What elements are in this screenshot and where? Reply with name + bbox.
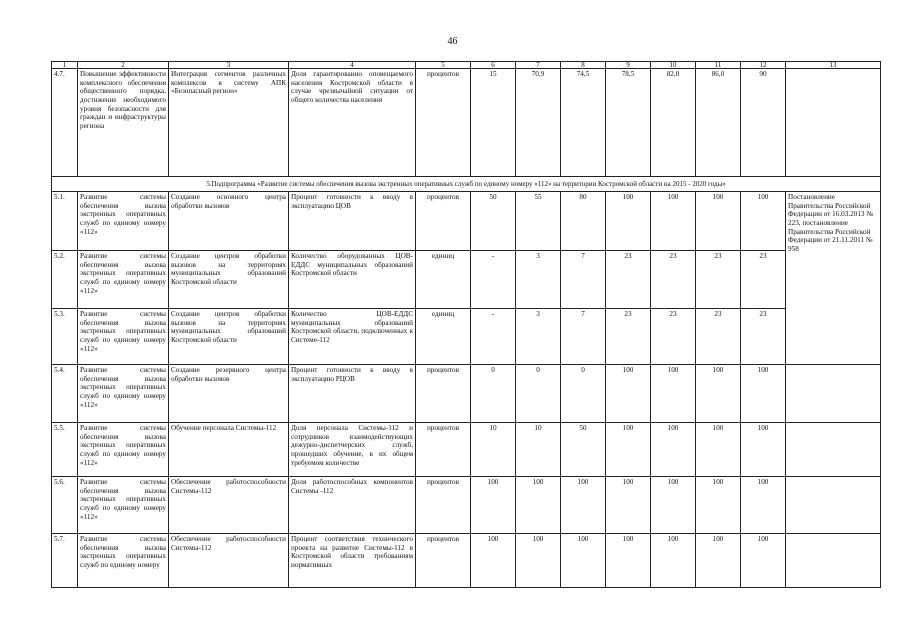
table-row: [52, 309, 881, 365]
value-cell: 100: [606, 365, 651, 423]
activity-cell: Создание центров обработки вызовов на территориях муниципальных образований Костромской области: [169, 309, 289, 365]
task-cell: Развитие системы обеспечения вызова экстренных оперативных служб по единому номеру «112»: [78, 365, 169, 423]
table-row: [52, 69, 881, 177]
row-number: 5.2.: [52, 251, 78, 309]
value-cell: 10: [471, 423, 516, 477]
subprogram-title: 5.Подпрограмма «Развитие системы обеспечения вызова экстренных оперативных служб по единому номеру «112» на территории Костромской области на 2015 - 2020 годы»: [52, 177, 881, 192]
value-cell: 100: [741, 192, 786, 251]
value-cell: 3: [516, 309, 561, 365]
value-cell: 0: [516, 365, 561, 423]
header-cell: 5: [416, 62, 471, 69]
value-cell: 100: [606, 534, 651, 588]
indicator-cell: Доля работоспособных компонентов Системы -112: [289, 477, 416, 534]
header-cell: 11: [696, 62, 741, 69]
header-cell: 3: [169, 62, 289, 69]
unit-cell: процентов: [416, 423, 471, 477]
basis-cell: [786, 365, 881, 423]
row-number: 4.7.: [52, 69, 78, 177]
value-cell: 55: [516, 192, 561, 251]
value-cell: 70,9: [516, 69, 561, 177]
value-cell: 100: [606, 192, 651, 251]
task-cell: Развитие системы обеспечения вызова экстренных оперативных служб по единому номеру «112»: [78, 423, 169, 477]
header-cell: 2: [78, 62, 169, 69]
indicator-cell: Доля персонала Системы-112 и сотрудников взаимодействующих дежурно-диспетчерских служб, прошедших обучение, в их общем требуемом количестве: [289, 423, 416, 477]
activity-cell: Обеспечение работоспособности Системы-112: [169, 534, 289, 588]
header-cell: 9: [606, 62, 651, 69]
value-cell: 100: [561, 477, 606, 534]
indicator-cell: Количество оборудованных ЦОВ-ЕДДС муниципальных образований Костромской области: [289, 251, 416, 309]
basis-cell: [786, 534, 881, 588]
value-cell: 50: [561, 423, 606, 477]
value-cell: 100: [651, 365, 696, 423]
value-cell: 100: [696, 192, 741, 251]
header-cell: 4: [289, 62, 416, 69]
value-cell: 80: [561, 192, 606, 251]
value-cell: 23: [741, 309, 786, 365]
value-cell: 100: [696, 477, 741, 534]
value-cell: 23: [651, 309, 696, 365]
unit-cell: процентов: [416, 534, 471, 588]
basis-cell: [786, 423, 881, 477]
value-cell: 100: [696, 534, 741, 588]
value-cell: 100: [651, 477, 696, 534]
activity-cell: Создание центров обработки вызовов на территориях муниципальных образований Костромской области: [169, 251, 289, 309]
value-cell: -: [471, 309, 516, 365]
value-cell: 100: [651, 423, 696, 477]
basis-cell: [786, 69, 881, 177]
row-number: 5.7.: [52, 534, 78, 588]
table-row: [52, 423, 881, 477]
value-cell: 100: [471, 477, 516, 534]
value-cell: 82,0: [651, 69, 696, 177]
indicator-cell: Доля гарантированно оповещаемого населения Костромской области в случае чрезвычайной ситуации от общего количества населения: [289, 69, 416, 177]
value-cell: 100: [606, 477, 651, 534]
header-cell: 1: [52, 62, 78, 69]
unit-cell: процентов: [416, 69, 471, 177]
value-cell: 7: [561, 251, 606, 309]
value-cell: 100: [651, 534, 696, 588]
table-row: [52, 477, 881, 534]
table-row: [52, 251, 881, 309]
value-cell: 10: [516, 423, 561, 477]
task-cell: Развитие системы обеспечения вызова экстренных оперативных служб по единому номеру «112»: [78, 477, 169, 534]
value-cell: 50: [471, 192, 516, 251]
value-cell: 23: [651, 251, 696, 309]
value-cell: 100: [471, 534, 516, 588]
basis-cell: [786, 477, 881, 534]
task-cell: Повышение эффективности комплексного обеспечения общественного порядка, достижение необходимого уровня безопасности для граждан и инфраструктуры региона: [78, 69, 169, 177]
row-number: 5.6.: [52, 477, 78, 534]
value-cell: 100: [696, 365, 741, 423]
indicator-table: [51, 61, 881, 588]
value-cell: 90: [741, 69, 786, 177]
table-row: [52, 365, 881, 423]
page-number: 46: [447, 36, 458, 47]
value-cell: 74,5: [561, 69, 606, 177]
value-cell: 100: [651, 192, 696, 251]
value-cell: 23: [696, 309, 741, 365]
value-cell: 23: [606, 251, 651, 309]
value-cell: 100: [741, 365, 786, 423]
header-cell: 10: [651, 62, 696, 69]
column-numbers-row: [52, 62, 881, 69]
basis-cell: Постановление Правительства Российской Федерации от 16.03.2013 № 223, постановление Правительства Российской Федерации от 21.11.2011 № 958: [786, 192, 881, 365]
value-cell: 100: [741, 534, 786, 588]
row-number: 5.5.: [52, 423, 78, 477]
indicator-cell: Процент готовности к вводу в эксплуатацию РЦОВ: [289, 365, 416, 423]
value-cell: 100: [606, 423, 651, 477]
activity-cell: Интеграция сегментов различных комплексов в систему АПК «Безопасный регион»: [169, 69, 289, 177]
table-row: [52, 192, 881, 251]
row-number: 5.3.: [52, 309, 78, 365]
value-cell: 23: [696, 251, 741, 309]
value-cell: 86,0: [696, 69, 741, 177]
value-cell: -: [471, 251, 516, 309]
header-cell: 8: [561, 62, 606, 69]
indicator-cell: Количество ЦОВ-ЕДДС муниципальных образований Костромской области, подключенных к Системе-112: [289, 309, 416, 365]
task-cell: Развитие системы обеспечения вызова экстренных оперативных служб по единому номеру «112»: [78, 309, 169, 365]
task-cell: Развитие системы обеспечения вызова экстренных оперативных служб по единому номеру: [78, 534, 169, 588]
value-cell: 100: [741, 423, 786, 477]
value-cell: 23: [606, 309, 651, 365]
activity-cell: Обеспечение работоспособности Системы-112: [169, 477, 289, 534]
subprogram-row: [52, 177, 881, 192]
unit-cell: единиц: [416, 251, 471, 309]
unit-cell: процентов: [416, 477, 471, 534]
value-cell: 15: [471, 69, 516, 177]
value-cell: 100: [516, 534, 561, 588]
row-number: 5.1.: [52, 192, 78, 251]
row-number: 5.4.: [52, 365, 78, 423]
indicator-cell: Процент готовности к вводу в эксплуатацию ЦОВ: [289, 192, 416, 251]
value-cell: 0: [471, 365, 516, 423]
value-cell: 78,5: [606, 69, 651, 177]
unit-cell: единиц: [416, 309, 471, 365]
activity-cell: Создание основного центра обработки вызовов: [169, 192, 289, 251]
value-cell: 23: [741, 251, 786, 309]
value-cell: 100: [516, 477, 561, 534]
header-cell: 12: [741, 62, 786, 69]
value-cell: 100: [561, 534, 606, 588]
unit-cell: процентов: [416, 365, 471, 423]
value-cell: 3: [516, 251, 561, 309]
activity-cell: Создание резервного центра обработки вызовов: [169, 365, 289, 423]
header-cell: 6: [471, 62, 516, 69]
task-cell: Развитие системы обеспечения вызова экстренных оперативных служб по единому номеру «112»: [78, 251, 169, 309]
indicator-cell: Процент соответствия технического проекта на развитие Системы-112 в Костромской области требованиям нормативных: [289, 534, 416, 588]
value-cell: 100: [741, 477, 786, 534]
value-cell: 100: [696, 423, 741, 477]
table-row: [52, 534, 881, 588]
value-cell: 0: [561, 365, 606, 423]
task-cell: Развитие системы обеспечения вызова экстренных оперативных служб по единому номеру «112»: [78, 192, 169, 251]
header-cell: 13: [786, 62, 881, 69]
value-cell: 7: [561, 309, 606, 365]
unit-cell: процентов: [416, 192, 471, 251]
header-cell: 7: [516, 62, 561, 69]
activity-cell: Обучение персонала Системы-112: [169, 423, 289, 477]
